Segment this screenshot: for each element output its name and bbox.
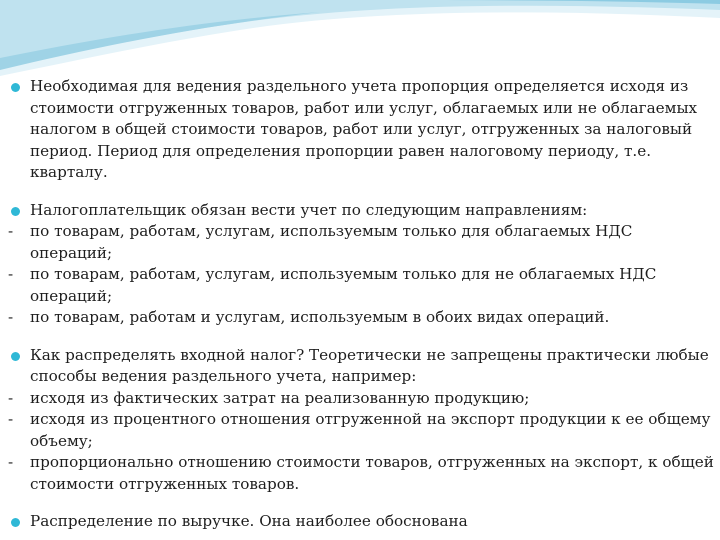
dash-icon: - — [8, 453, 14, 471]
bullet-icon — [11, 518, 20, 527]
dash-icon: - — [8, 388, 14, 407]
bullet-text: Распределение по выручке. Она наиболее обоснована — [30, 512, 468, 530]
dash-item — [8, 307, 714, 329]
bullet-item — [8, 200, 714, 222]
dash-item — [8, 221, 714, 264]
dash-text: исходя из процентного отношения отгруженной на экспорт продукции к ее общему объему; — [30, 410, 711, 450]
dash-icon: - — [8, 222, 14, 240]
dash-icon: - — [8, 410, 14, 428]
bullet-text: Необходимая для ведения раздельного учета пропорция определяется исходя из стоимости отгруженных товаров, работ или услуг, облагаемых или не облагаемых налогом в общей стоимости товаров, работ или услуг, отгруженных за налоговый период. Период для определения пропорции равен налоговому периоду, т.е. кварталу. — [30, 77, 698, 181]
bullet-icon — [11, 352, 20, 361]
slide-body — [8, 76, 714, 533]
dash-text: пропорционально отношению стоимости товаров, отгруженных на экспорт, к общей стоимости отгруженных товаров. — [30, 453, 714, 493]
paragraph-input-tax — [8, 345, 714, 496]
bullet-item — [8, 345, 714, 388]
dash-text: по товарам, работам и услугам, используемым в обоих видах операций. — [30, 308, 610, 326]
paragraph-proportion — [8, 76, 714, 184]
bullet-item-cut-off — [8, 511, 714, 533]
dash-text: по товарам, работам, услугам, используемым только для облагаемых НДС операций; — [30, 222, 633, 262]
bullet-text: Как распределять входной налог? Теоретически не запрещены практически любые способы ведения раздельного учета, например: — [30, 345, 709, 385]
header-wave-decoration — [0, 0, 720, 80]
dash-icon: - — [8, 265, 14, 283]
dash-text: исходя из фактических затрат на реализованную продукцию; — [30, 388, 530, 407]
dash-item — [8, 264, 714, 307]
bullet-icon — [11, 207, 20, 216]
bullet-icon — [11, 83, 20, 92]
dash-icon: - — [8, 308, 14, 326]
dash-item — [8, 452, 714, 495]
bullet-text: Налогоплательщик обязан вести учет по следующим направлениям: — [30, 200, 588, 219]
paragraph-accounting-directions — [8, 200, 714, 329]
dash-item — [8, 388, 714, 410]
dash-text: по товарам, работам, услугам, используемым только для не облагаемых НДС операций; — [30, 265, 657, 305]
bullet-item — [8, 76, 714, 184]
dash-item — [8, 409, 714, 452]
